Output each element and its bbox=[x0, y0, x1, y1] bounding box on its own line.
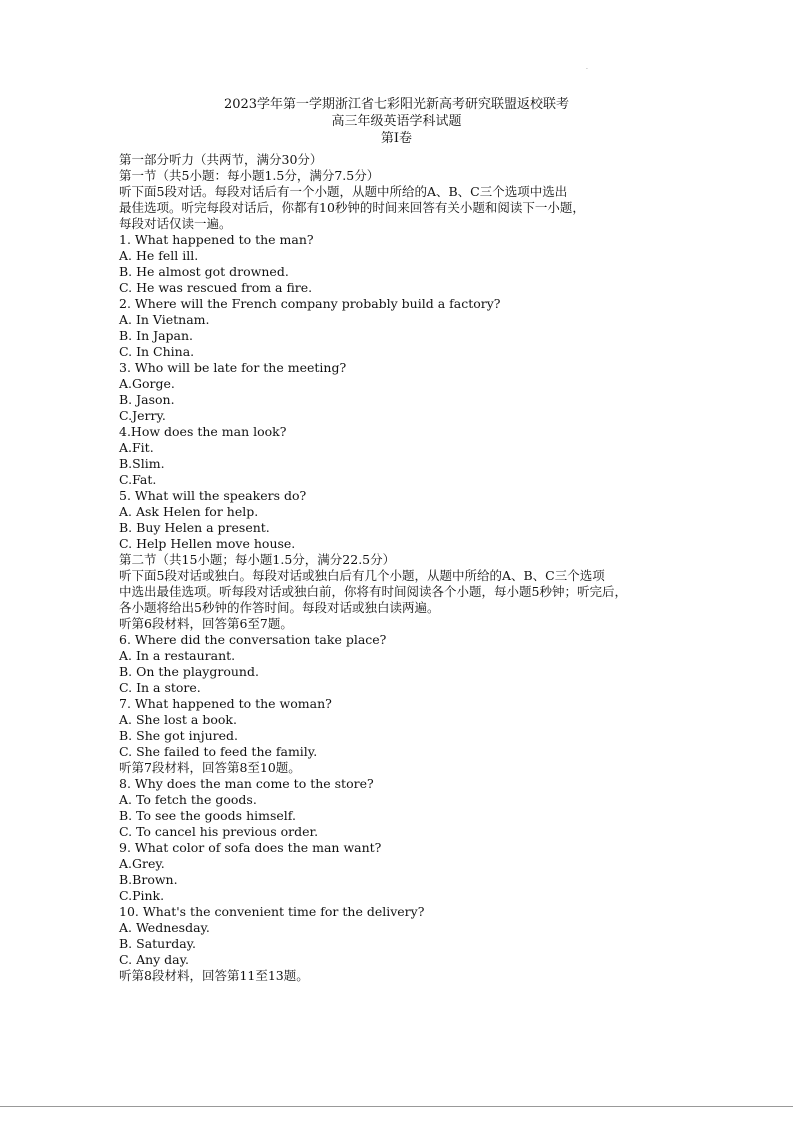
text-line: 10. What's the convenient time for the delivery? bbox=[119, 904, 425, 919]
text-line: B. Saturday. bbox=[119, 936, 197, 951]
text-line: C. She failed to feed the family. bbox=[119, 744, 318, 759]
exam-content bbox=[119, 152, 719, 984]
text-line: 3. Who will be late for the meeting? bbox=[119, 360, 347, 375]
text-line: A. To fetch the goods. bbox=[119, 792, 257, 807]
text-line: B. Jason. bbox=[119, 392, 175, 407]
text-line: C. To cancel his previous order. bbox=[119, 824, 319, 839]
text-line: A. He fell ill. bbox=[119, 248, 199, 263]
text-line: A. In a restaurant. bbox=[119, 648, 236, 663]
text-line: B. She got injured. bbox=[119, 728, 238, 743]
text-line: 听下面5段对话。每段对话后有一个小题，从题中所给的A、B、C三个选项中选出 bbox=[119, 184, 568, 199]
text-line: C. In a store. bbox=[119, 680, 201, 695]
text-line: 2. Where will the French company probably build a factory? bbox=[119, 296, 501, 311]
text-line: C.Fat. bbox=[119, 472, 157, 487]
text-line: 7. What happened to the woman? bbox=[119, 696, 332, 711]
bottom-rule bbox=[0, 1106, 793, 1107]
text-line: A.Fit. bbox=[119, 440, 154, 455]
text-line: 各小题将给出5秒钟的作答时间。每段对话或独白读两遍。 bbox=[119, 600, 440, 615]
text-line: 第二节（共15小题；每小题1.5分，满分22.5分） bbox=[119, 552, 396, 567]
text-line: 听第8段材料，回答第11至13题。 bbox=[119, 968, 309, 983]
text-line: 1. What happened to the man? bbox=[119, 232, 314, 247]
text-line: B. In Japan. bbox=[119, 328, 194, 343]
exam-subtitle: 高三年级英语学科试题 bbox=[331, 114, 462, 129]
exam-header bbox=[0, 96, 793, 147]
text-line: 5. What will the speakers do? bbox=[119, 488, 307, 503]
text-line: 听下面5段对话或独白。每段对话或独白后有几个小题，从题中所给的A、B、C三个选项 bbox=[119, 568, 605, 583]
text-line: C. Help Hellen move house. bbox=[119, 536, 296, 551]
text-line: 第一部分听力（共两节，满分30分） bbox=[119, 152, 323, 167]
text-line: C.Pink. bbox=[119, 888, 165, 903]
text-line: B. On the playground. bbox=[119, 664, 259, 679]
text-line: 最佳选项。听完每段对话后，你都有10秒钟的时间来回答有关小题和阅读下一小题， bbox=[119, 200, 585, 215]
text-line: A. In Vietnam. bbox=[119, 312, 210, 327]
text-line: B.Slim. bbox=[119, 456, 165, 471]
volume-label: 第I卷 bbox=[380, 131, 413, 146]
text-line: B. He almost got drowned. bbox=[119, 264, 289, 279]
text-line: 9. What color of sofa does the man want? bbox=[119, 840, 382, 855]
text-line: B.Brown. bbox=[119, 872, 178, 887]
text-line: C. Any day. bbox=[119, 952, 190, 967]
text-line: C.Jerry. bbox=[119, 408, 166, 423]
text-line: 第一节（共5小题：每小题1.5分，满分7.5分） bbox=[119, 168, 380, 183]
text-line: A. She lost a book. bbox=[119, 712, 237, 727]
text-line: 6. Where did the conversation take place? bbox=[119, 632, 387, 647]
text-line: 每段对话仅读一遍。 bbox=[119, 216, 232, 231]
exam-title: 2023学年第一学期浙江省七彩阳光新高考研究联盟返校联考 bbox=[223, 97, 570, 112]
text-line: 听第6段材料，回答第6至7题。 bbox=[119, 616, 293, 631]
text-line: A.Grey. bbox=[119, 856, 165, 871]
text-line: A. Ask Helen for help. bbox=[119, 504, 259, 519]
corner-dot: . bbox=[586, 64, 588, 71]
text-line: 4.How does the man look? bbox=[119, 424, 287, 439]
text-line: A. Wednesday. bbox=[119, 920, 210, 935]
text-line: C. In China. bbox=[119, 344, 195, 359]
text-line: 听第7段材料，回答第8至10题。 bbox=[119, 760, 301, 775]
text-line: 8. Why does the man come to the store? bbox=[119, 776, 374, 791]
text-line: 中选出最佳选项。听每段对话或独白前，你将有时间阅读各个小题，每小题5秒钟；听完后， bbox=[119, 584, 627, 599]
text-line: C. He was rescued from a fire. bbox=[119, 280, 313, 295]
text-line: B. Buy Helen a present. bbox=[119, 520, 270, 535]
text-line: B. To see the goods himself. bbox=[119, 808, 296, 823]
text-line: A.Gorge. bbox=[119, 376, 175, 391]
